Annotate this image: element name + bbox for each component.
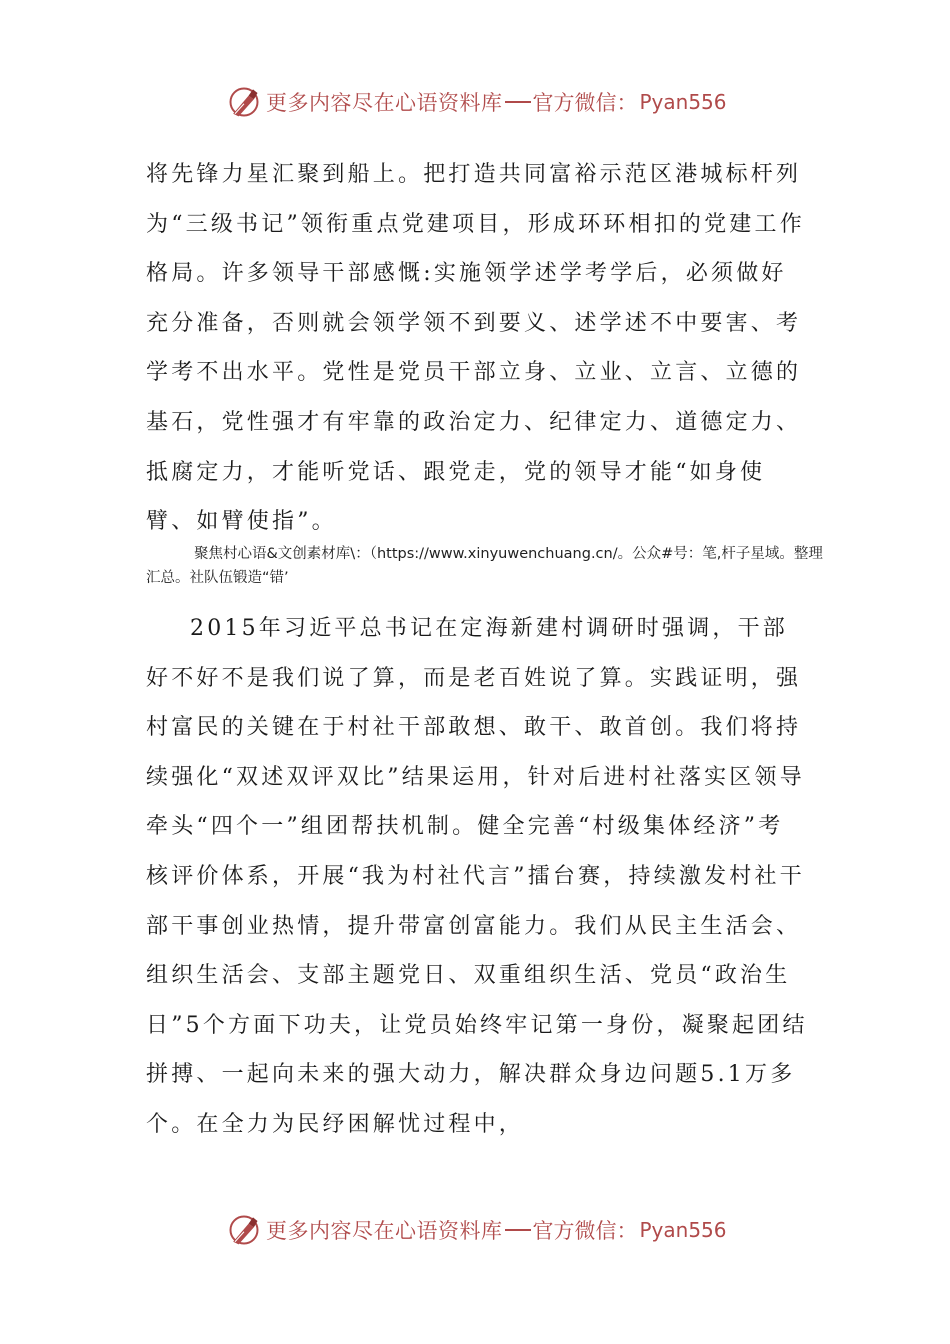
footer-banner-dash: [505, 1229, 531, 1231]
footer-banner-text: 更多内容尽在心语资料库: [266, 1219, 503, 1243]
source-note: [146, 542, 826, 590]
header-banner-text: 更多内容尽在心语资料库: [266, 91, 503, 115]
fountain-pen-logo-icon: [226, 1212, 262, 1248]
header-wechat-label: 官方微信：: [532, 91, 638, 115]
header-watermark-banner: [226, 82, 727, 122]
paragraph-1: 将先锋力星汇聚到船上。把打造共同富裕示范区港城标杆列为“三级书记”领衔重点党建项目，形成环环相扣的党建工作格局。许多领导干部感慨:实施领学述学考学后，必须做好充分准备，否则就会领学领不到要义、述学述不中要害、考学考不出水平。党性是党员干部立身、立业、立言、立德的基石，党性强才有牢靠的政治定力、纪律定力、道德定力、抵腐定力，才能听党话、跟党走，党的领导才能“如身使臂、如臂使指”。: [146, 162, 805, 535]
paragraph-2: [146, 604, 808, 1150]
footer-wechat-id: Pyan556: [639, 1218, 727, 1242]
fountain-pen-logo-icon: [226, 84, 262, 120]
footer-watermark-banner: [226, 1210, 727, 1250]
header-banner-dash: [505, 101, 531, 103]
source-note-text: 聚焦村心语&文创素材库\：（https://www.xinyuwenchuang.cn/。公众#号：笔,杆子星域。整理汇总。社队伍锻造“错’: [146, 546, 823, 586]
paragraph-2-text: 2015年习近平总书记在定海新建村调研时强调，干部好不好不是我们说了算，而是老百姓说了算。实践证明，强村富民的关键在于村社干部敢想、敢干、敢首创。我们将持续强化“双述双评双比”结果运用，针对后进村社落实区领导牵头“四个一”组团帮扶机制。健全完善“村级集体经济”考核评价体系，开展“我为村社代言”擂台赛，持续激发村社干部干事创业热情，提升带富创富能力。我们从民主生活会、组织生活会、支部主题党日、双重组织生活、党员“政治生日”5个方面下功夫，让党员始终牢记第一身份，凝聚起团结拼搏、一起向未来的强大动力，解决群众身边问题5.1万多个。在全力为民纾困解忧过程中，: [146, 616, 808, 1137]
header-wechat-id: Pyan556: [639, 90, 727, 114]
footer-wechat-label: 官方微信：: [532, 1219, 638, 1243]
